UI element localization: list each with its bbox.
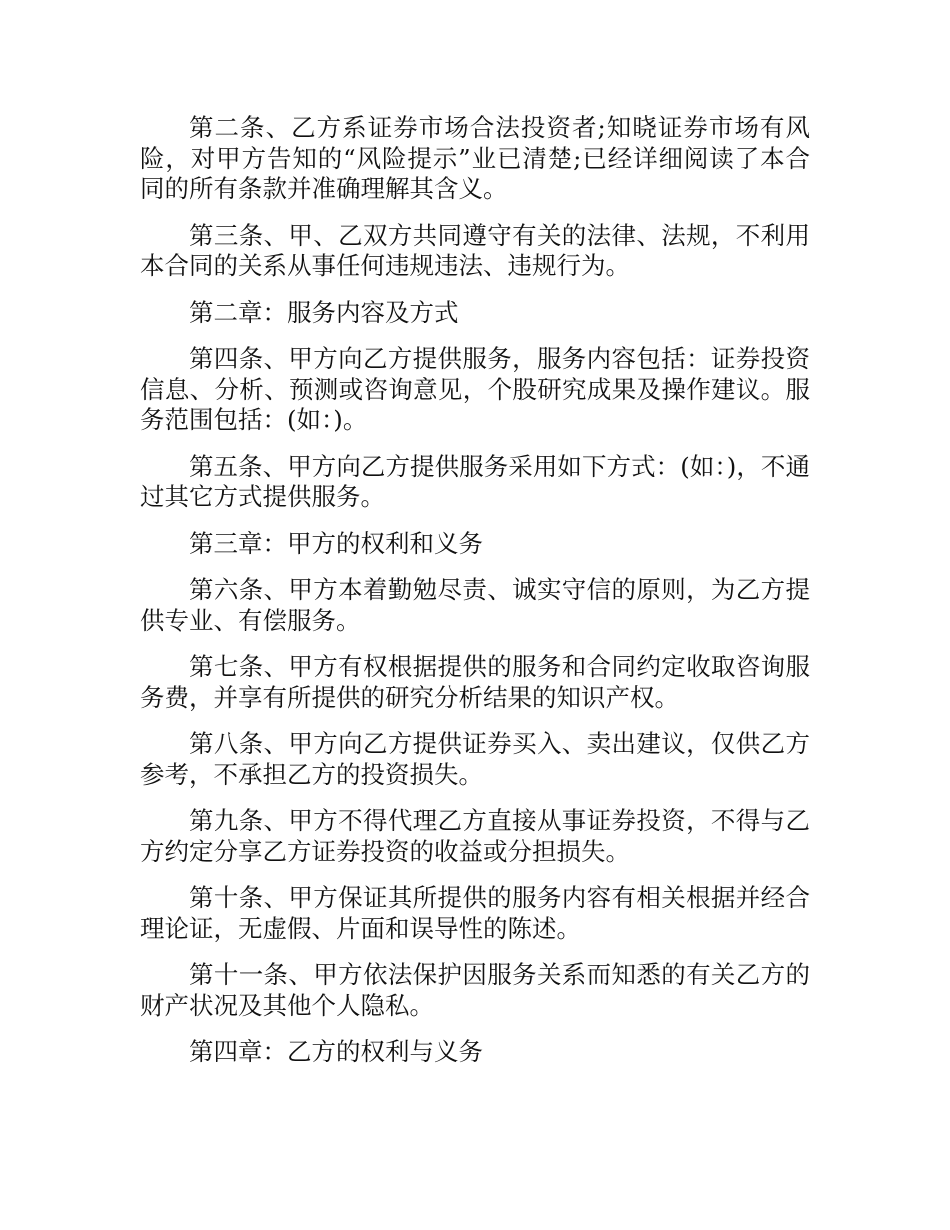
- article-8: 第八条、甲方向乙方提供证券买入、卖出建议，仅供乙方参考，不承担乙方的投资损失。: [140, 729, 810, 789]
- article-4: 第四条、甲方向乙方提供服务，服务内容包括：证券投资信息、分析、预测或咨询意见，个股研究成果及操作建议。服务范围包括：(如：)。: [140, 344, 810, 434]
- article-9: 第九条、甲方不得代理乙方直接从事证券投资，不得与乙方约定分享乙方证券投资的收益或分担损失。: [140, 806, 810, 866]
- chapter-2-heading: 第二章：服务内容及方式: [189, 297, 459, 327]
- document-page: [140, 113, 810, 1084]
- chapter-3-heading: 第三章：甲方的权利和义务: [189, 528, 483, 558]
- article-2: 第二条、乙方系证券市场合法投资者;知晓证券市场有风险，对甲方告知的“风险提示”业已清楚;已经详细阅读了本合同的所有条款并准确理解其含义。: [140, 113, 810, 203]
- article-6: 第六条、甲方本着勤勉尽责、诚实守信的原则，为乙方提供专业、有偿服务。: [140, 575, 810, 635]
- chapter-4-heading: 第四章：乙方的权利与义务: [189, 1037, 483, 1066]
- article-7: 第七条、甲方有权根据提供的服务和合同约定收取咨询服务费，并享有所提供的研究分析结果的知识产权。: [140, 652, 810, 712]
- article-10: 第十条、甲方保证其所提供的服务内容有相关根据并经合理论证，无虚假、片面和误导性的陈述。: [140, 883, 810, 943]
- article-3: 第三条、甲、乙双方共同遵守有关的法律、法规，不利用本合同的关系从事任何违规违法、违规行为。: [140, 220, 810, 280]
- article-11: 第十一条、甲方依法保护因服务关系而知悉的有关乙方的财产状况及其他个人隐私。: [140, 960, 810, 1020]
- article-5: 第五条、甲方向乙方提供服务采用如下方式：(如：)，不通过其它方式提供服务。: [140, 451, 810, 511]
